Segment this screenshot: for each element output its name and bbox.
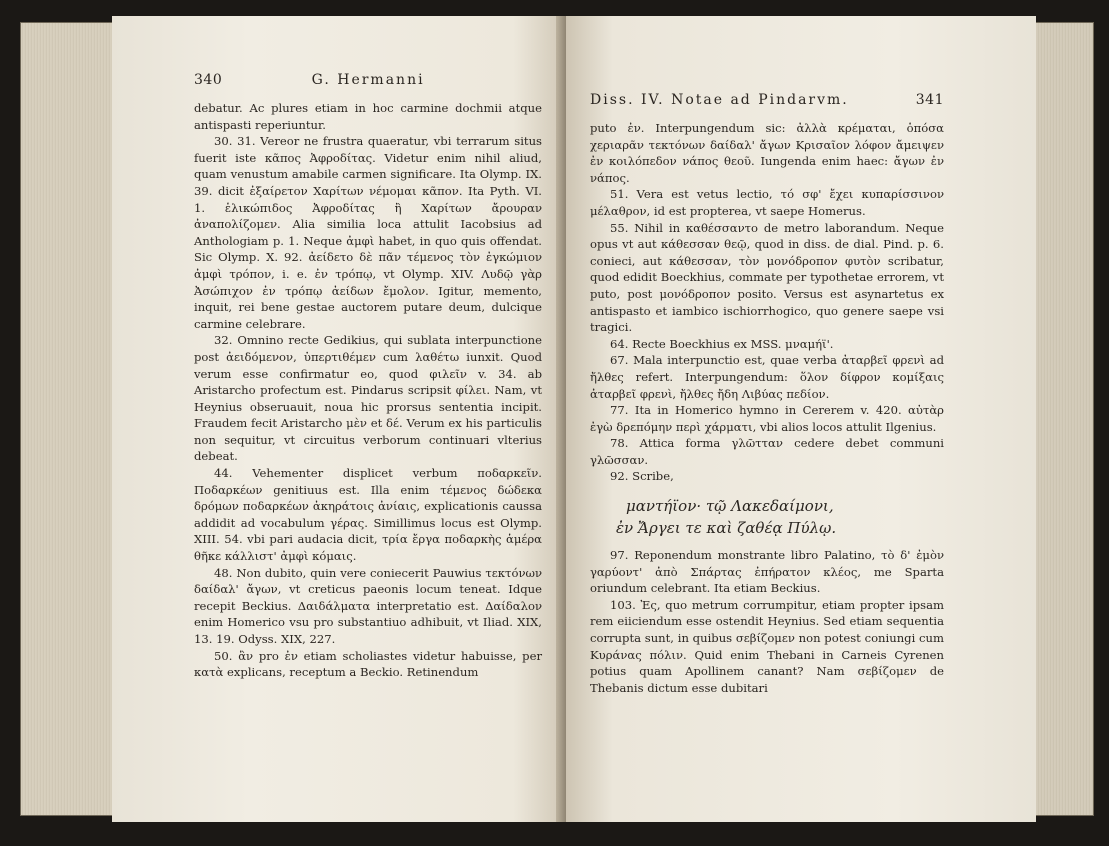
paragraph: 67. Mala interpunctio est, quae verba ἀταρβεῖ φρενὶ ad ἤλθες refert. Interpungendum: ὅλον δίφρον κομίξαις ἀταρβεῖ φρενὶ, ἤλθες ἤδη Λιβύας πεδίον. — [590, 353, 944, 401]
right-page-number: 341 — [915, 92, 944, 108]
left-running-head — [194, 72, 542, 88]
paragraph: 32. Omnino recte Gedikius, qui sublata interpunctione post ἀειδόμενον, ὑπερτιθέμεν cum λαθέτω iunxit. Quod verum esse confirmatur eo, quod φιλεῖν v. 34. ab Aristarcho profectum est. Pindarus scripsit φίλει. Nam, vt Heynius obseruauit, noua hic prorsus sententia incipit. Fraudem fecit Aristarcho μὲν et δέ. Verum ex his particulis non sequitur, vt circuitus verborum continuari vlterius debeat. — [194, 333, 542, 464]
verse-line: μαντήϊον· τῷ Λακεδαίμονι, — [626, 497, 834, 516]
paragraph: debatur. Ac plures etiam in hoc carmine dochmii atque antispasti reperiuntur. — [194, 101, 542, 132]
paragraph: 77. Ita in Homerico hymno in Cererem v. 420. αὐτὰρ ἐγὼ δρεπόμην περὶ χάρματι, vbi alios locos attulit Ilgenius. — [590, 403, 944, 434]
paragraph: 92. Scribe, — [610, 469, 674, 484]
left-page-stack — [20, 22, 117, 816]
paragraph: 103. Ἐς, quo metrum corrumpitur, etiam propter ipsam rem eiiciendum esse ostendit Heynius. Sed etiam sequentia corrupta sunt, in quibus σεβίζομεν non potest coniungi cum Κυράνας πόλιν. Quid enim Thebani in Carneis Cyrenen potius quam Apollinem canant? Nam σεβίζομεν de Thebanis dictum esse dubitari — [590, 597, 944, 695]
left-page — [112, 16, 568, 822]
right-page — [566, 16, 1036, 822]
right-page-stack — [1030, 22, 1094, 816]
paragraph: 97. Reponendum monstrante libro Palatino, τὸ δ' ἐμὸν γαρύοντ' ἀπὸ Σπάρτας ἐπήρατον κλέος, me Sparta oriundum celebrant. Ita etiam Beckius. — [590, 548, 944, 596]
left-body-text — [194, 100, 542, 681]
right-body-text-continued — [590, 547, 944, 696]
right-running-title: Diss. IV. Notae ad Pindarvm. — [590, 92, 849, 108]
left-page-number: 340 — [194, 72, 223, 88]
paragraph: puto ἐν. Interpungendum sic: ἀλλὰ κρέμαται, ὁπόσα χεριαρᾶν τεκτόνων δαίδαλ' ἄγων Κρισαῖον λόφον ἄμειψεν ἐν κοιλόπεδον νάπος θεοῦ. Iungenda enim haec: ἄγων ἐν νάπος. — [590, 121, 944, 185]
paragraph: 30. 31. Vereor ne frustra quaeratur, vbi terrarum situs fuerit iste κᾶπος Ἀφροδίτας. Videtur enim nihil aliud, quam venustum amabile carmen significare. Ita Olymp. IX. 39. dicit ἐξαίρετον Χαρίτων νέμομαι κᾶπον. Ita Pyth. VI. 1. ἑλικώπιδος Ἀφροδίτας ἢ Χαρίτων ἄρουραν ἀναπολίζομεν. Alia similia loca attulit Iacobsius ad Anthologiam p. 1. Neque ἀμφὶ habet, in quo quis offendat. Sic Olymp. X. 92. ἀείδετο δὲ πᾶν τέμενος τὸν ἐγκώμιον ἀμφὶ τρόπον, i. e. ἐν τρόπῳ, vt Olymp. XIV. Λυδῷ γὰρ Ἀσώπιχον ἐν τρόπῳ ἀείδων ἔμολον. Igitur, memento, inquit, rei bene gestae auctorem putare deum, dulcique carmine celebrare. — [194, 134, 542, 331]
paragraph: 44. Vehementer displicet verbum ποδαρκεῖν. Ποδαρκέων genitiuus est. Illa enim τέμενος δώδεκα δρόμων ποδαρκέων ἀκηράτοις ἀνίαις, explicationis caussa addidit ad vocabulum γέρας. Simillimus locus est Olymp. XIII. 54. vbi pari audacia dicit, τρία ἔργα ποδαρκὴς ἁμέρα θῆκε κάλλιστ' ἀμφὶ κόμαις. — [194, 466, 542, 564]
paragraph: 64. Recte Boeckhius ex MSS. μναμήϊ'. — [610, 336, 834, 351]
right-running-head — [590, 92, 944, 108]
verse-quotation — [616, 495, 944, 539]
verse-line: ἐν Ἄργει τε καὶ ζαθέᾳ Πύλῳ. — [616, 519, 837, 538]
paragraph: 50. ἂν pro ἐν etiam scholiastes videtur habuisse, per κατὰ explicans, receptum a Beckio. Retinendum — [194, 648, 542, 680]
paragraph: 55. Nihil in καθέσσαντο de metro laborandum. Neque opus vt aut κάθεσσαν θεῷ, quod in diss. de dial. Pind. p. 6. conieci, aut κάθεσσαν, τὸν μονόδροπον φυτὸν scribatur, quod edidit Boeckhius, commate per typothetae errorem, vt puto, post μονόδροπον posito. Versus est asynartetus ex antispasto et iambico ischiorrhogico, quo genere saepe vsi tragici. — [590, 220, 944, 335]
paragraph: 78. Attica forma γλῶτταν cedere debet communi γλῶσσαν. — [590, 436, 944, 467]
paragraph: 51. Vera est vetus lectio, τό σφ' ἔχει κυπαρίσσινον μέλαθρον, id est propterea, vt saepe Homerus. — [590, 187, 944, 218]
paragraph: 48. Non dubito, quin vere coniecerit Pauwius τεκτόνων δαίδαλ' ἄγων, vt creticus paeonis locum teneat. Idque recepit Beckius. Δαιδάλματα interpretatio est. Δαίδαλον enim Homerico vsu pro substantiuo adhibuit, vt Iliad. XIX, 13. 19. Odyss. XIX, 227. — [194, 565, 542, 646]
left-running-title: G. Hermanni — [311, 72, 425, 88]
right-body-text — [590, 120, 944, 485]
